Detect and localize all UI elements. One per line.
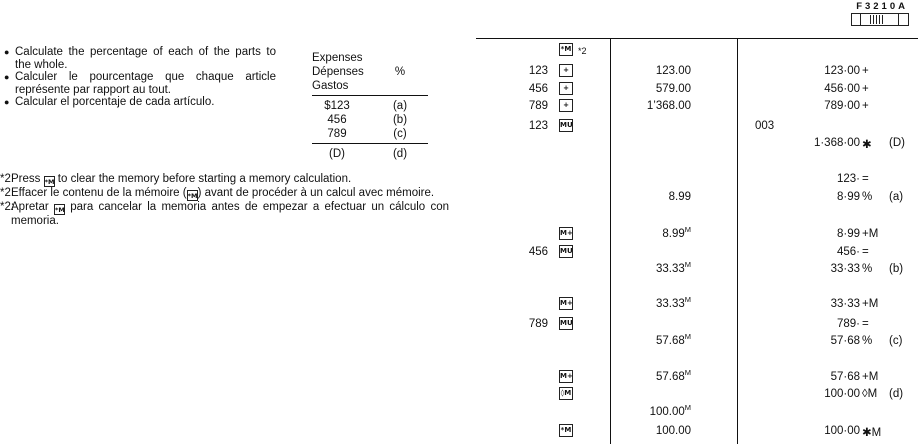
tape-symbol: %: [862, 263, 873, 275]
instruction-es: ● Calcular el porcentaje de cada artículo.: [4, 96, 276, 109]
display-value: [591, 368, 691, 383]
tape-value: 123·: [836, 173, 860, 185]
step-entry: 789: [528, 318, 548, 330]
header-expenses-en: Expenses: [312, 52, 363, 64]
calc-key-icon[interactable]: M+: [559, 297, 573, 310]
tape-label: (d): [889, 388, 904, 400]
tape-symbol: =: [862, 246, 869, 258]
tape-value: 456·: [836, 246, 860, 258]
row-label-c: (c): [393, 128, 407, 140]
note-es: *2: Apretar *M para cancelar la memoria antes de empezar a efectuar un cálculo con memoria.: [0, 201, 449, 227]
tape-value: 100·00: [824, 388, 860, 400]
display-value: [591, 100, 691, 112]
display-value: [591, 65, 691, 77]
step-entry: 456: [528, 83, 548, 95]
note-es-post: para cancelar la memoria antes de empezar a efectuar un cálculo con memoria.: [11, 201, 449, 227]
tape-symbol: =: [862, 318, 869, 330]
total-label: (d): [392, 148, 408, 160]
tape-symbol: %: [862, 191, 873, 203]
tape-value: 33·33: [830, 298, 860, 310]
row-amount-a: $123: [324, 100, 350, 112]
row-label-b: (b): [392, 114, 408, 126]
tape-label: (b): [889, 263, 904, 275]
tape-value: 789·: [836, 318, 860, 330]
row-amount-b: 456: [327, 114, 347, 126]
display-number: 579.00: [655, 83, 691, 95]
memory-indicator: M: [684, 260, 691, 269]
tape-symbol: +M: [862, 371, 879, 383]
note-fr-post: ) avant de procéder à un calcul avec mémoire.: [197, 187, 435, 199]
calc-key-icon[interactable]: MU: [559, 119, 573, 132]
display-number: 33.33: [655, 298, 685, 310]
step-entry: 123: [528, 120, 548, 132]
instruction-en: ● Calculate the percentage of each of the parts to the whole.: [4, 46, 276, 71]
instruction-list: [4, 46, 276, 109]
key-footnote-marker: *2: [578, 46, 587, 56]
tape-value: 8·99: [836, 191, 860, 203]
calc-key-icon[interactable]: ◊M: [559, 387, 573, 400]
tape-value: 8·99: [836, 228, 860, 240]
display-number: 100.00: [649, 406, 685, 418]
memory-indicator: M: [684, 368, 691, 377]
note-fr: *2: Effacer le contenu de la mémoire (*M) avant de procéder à un calcul avec mémoire.: [0, 187, 435, 200]
display-number: 33.33: [655, 263, 685, 275]
tape-value: 789·00: [824, 100, 860, 112]
display-column-divider: [610, 38, 611, 444]
tape-label: (a): [889, 191, 904, 203]
calc-key-icon[interactable]: M+: [559, 370, 573, 383]
panel-top-rule: [476, 38, 918, 39]
display-number: 8.99: [668, 191, 691, 203]
tape-symbol: +: [862, 100, 869, 112]
memory-indicator: M: [684, 295, 691, 304]
note-en-post: to clear the memory before starting a memory calculation.: [54, 173, 352, 185]
tape-value: 1·368·00: [813, 137, 860, 149]
row-label-a: (a): [392, 100, 408, 112]
tape-symbol: ✱M: [862, 427, 882, 439]
tape-value: 57·68: [830, 371, 860, 383]
model-code: F3210A: [856, 1, 908, 12]
calc-key-icon[interactable]: MU: [559, 317, 573, 330]
display-number: 57.68: [655, 335, 685, 347]
tape-value: 123·00: [824, 65, 860, 77]
display-value: [591, 295, 691, 310]
memory-clear-key-icon: *M: [187, 192, 198, 200]
display-number: 100.00: [655, 425, 691, 437]
display-value: [591, 403, 691, 418]
tape-symbol: %: [862, 335, 873, 347]
display-number: 8.99: [662, 228, 685, 240]
memory-indicator: M: [684, 403, 691, 412]
tape-value: 57·68: [830, 335, 860, 347]
memory-clear-key-icon: *M: [54, 206, 65, 214]
calc-key-icon[interactable]: M+: [559, 227, 573, 240]
memory-clear-key-icon: *M: [44, 178, 55, 186]
total-rule: [312, 143, 428, 144]
note-en-pre: Press: [11, 173, 44, 185]
header-expenses-es: Gastos: [312, 80, 349, 92]
display-number: 123.00: [655, 65, 691, 77]
tape-value: 100·00: [824, 425, 860, 437]
calc-key-icon[interactable]: +: [559, 99, 573, 112]
row-amount-c: 789: [327, 128, 347, 140]
tape-symbol: +: [862, 83, 869, 95]
tape-symbol: +: [862, 65, 869, 77]
calc-key-icon[interactable]: *M: [559, 43, 573, 56]
instruction-fr: ● Calculer le pourcentage que chaque article représente par rapport au tout.: [4, 71, 276, 96]
header-expenses-fr: Dépenses: [312, 66, 364, 78]
tape-value: 456·00: [824, 83, 860, 95]
memory-indicator: M: [684, 332, 691, 341]
tape-symbol: =: [862, 173, 869, 185]
decimal-switch-icon: [851, 13, 909, 26]
calc-key-icon[interactable]: +: [559, 82, 573, 95]
tape-label: (D): [889, 137, 905, 149]
tape-symbol: ✱: [862, 139, 872, 151]
calc-key-icon[interactable]: MU: [559, 245, 573, 258]
calc-key-icon[interactable]: *M: [559, 424, 573, 437]
note-fr-pre: Effacer le contenu de la mémoire (: [11, 187, 187, 199]
tape-symbol: +M: [862, 228, 879, 240]
note-es-pre: Apretar: [11, 201, 54, 213]
calc-key-icon[interactable]: +: [559, 64, 573, 77]
display-number: 57.68: [655, 371, 685, 383]
tape-value: 33·33: [830, 263, 860, 275]
display-value: [591, 191, 691, 203]
display-value: [591, 425, 691, 437]
tape-column-divider: [737, 38, 738, 444]
display-value: [591, 260, 691, 275]
header-rule: [312, 95, 428, 96]
display-value: [591, 83, 691, 95]
step-entry: 456: [528, 246, 548, 258]
display-number: 1’368.00: [646, 100, 691, 112]
tape-symbol: +M: [862, 298, 879, 310]
tape-item-count: 003: [755, 120, 775, 132]
note-en: *2: Press *M to clear the memory before starting a memory calculation.: [0, 173, 352, 186]
display-value: [591, 225, 691, 240]
step-entry: 123: [528, 65, 548, 77]
tape-symbol: ◊M: [862, 388, 878, 400]
step-entry: 789: [528, 100, 548, 112]
tape-label: (c): [889, 335, 903, 347]
memory-notes: [0, 173, 449, 228]
memory-indicator: M: [684, 225, 691, 234]
header-percent: %: [394, 66, 406, 78]
total-amount: (D): [329, 148, 345, 160]
display-value: [591, 332, 691, 347]
